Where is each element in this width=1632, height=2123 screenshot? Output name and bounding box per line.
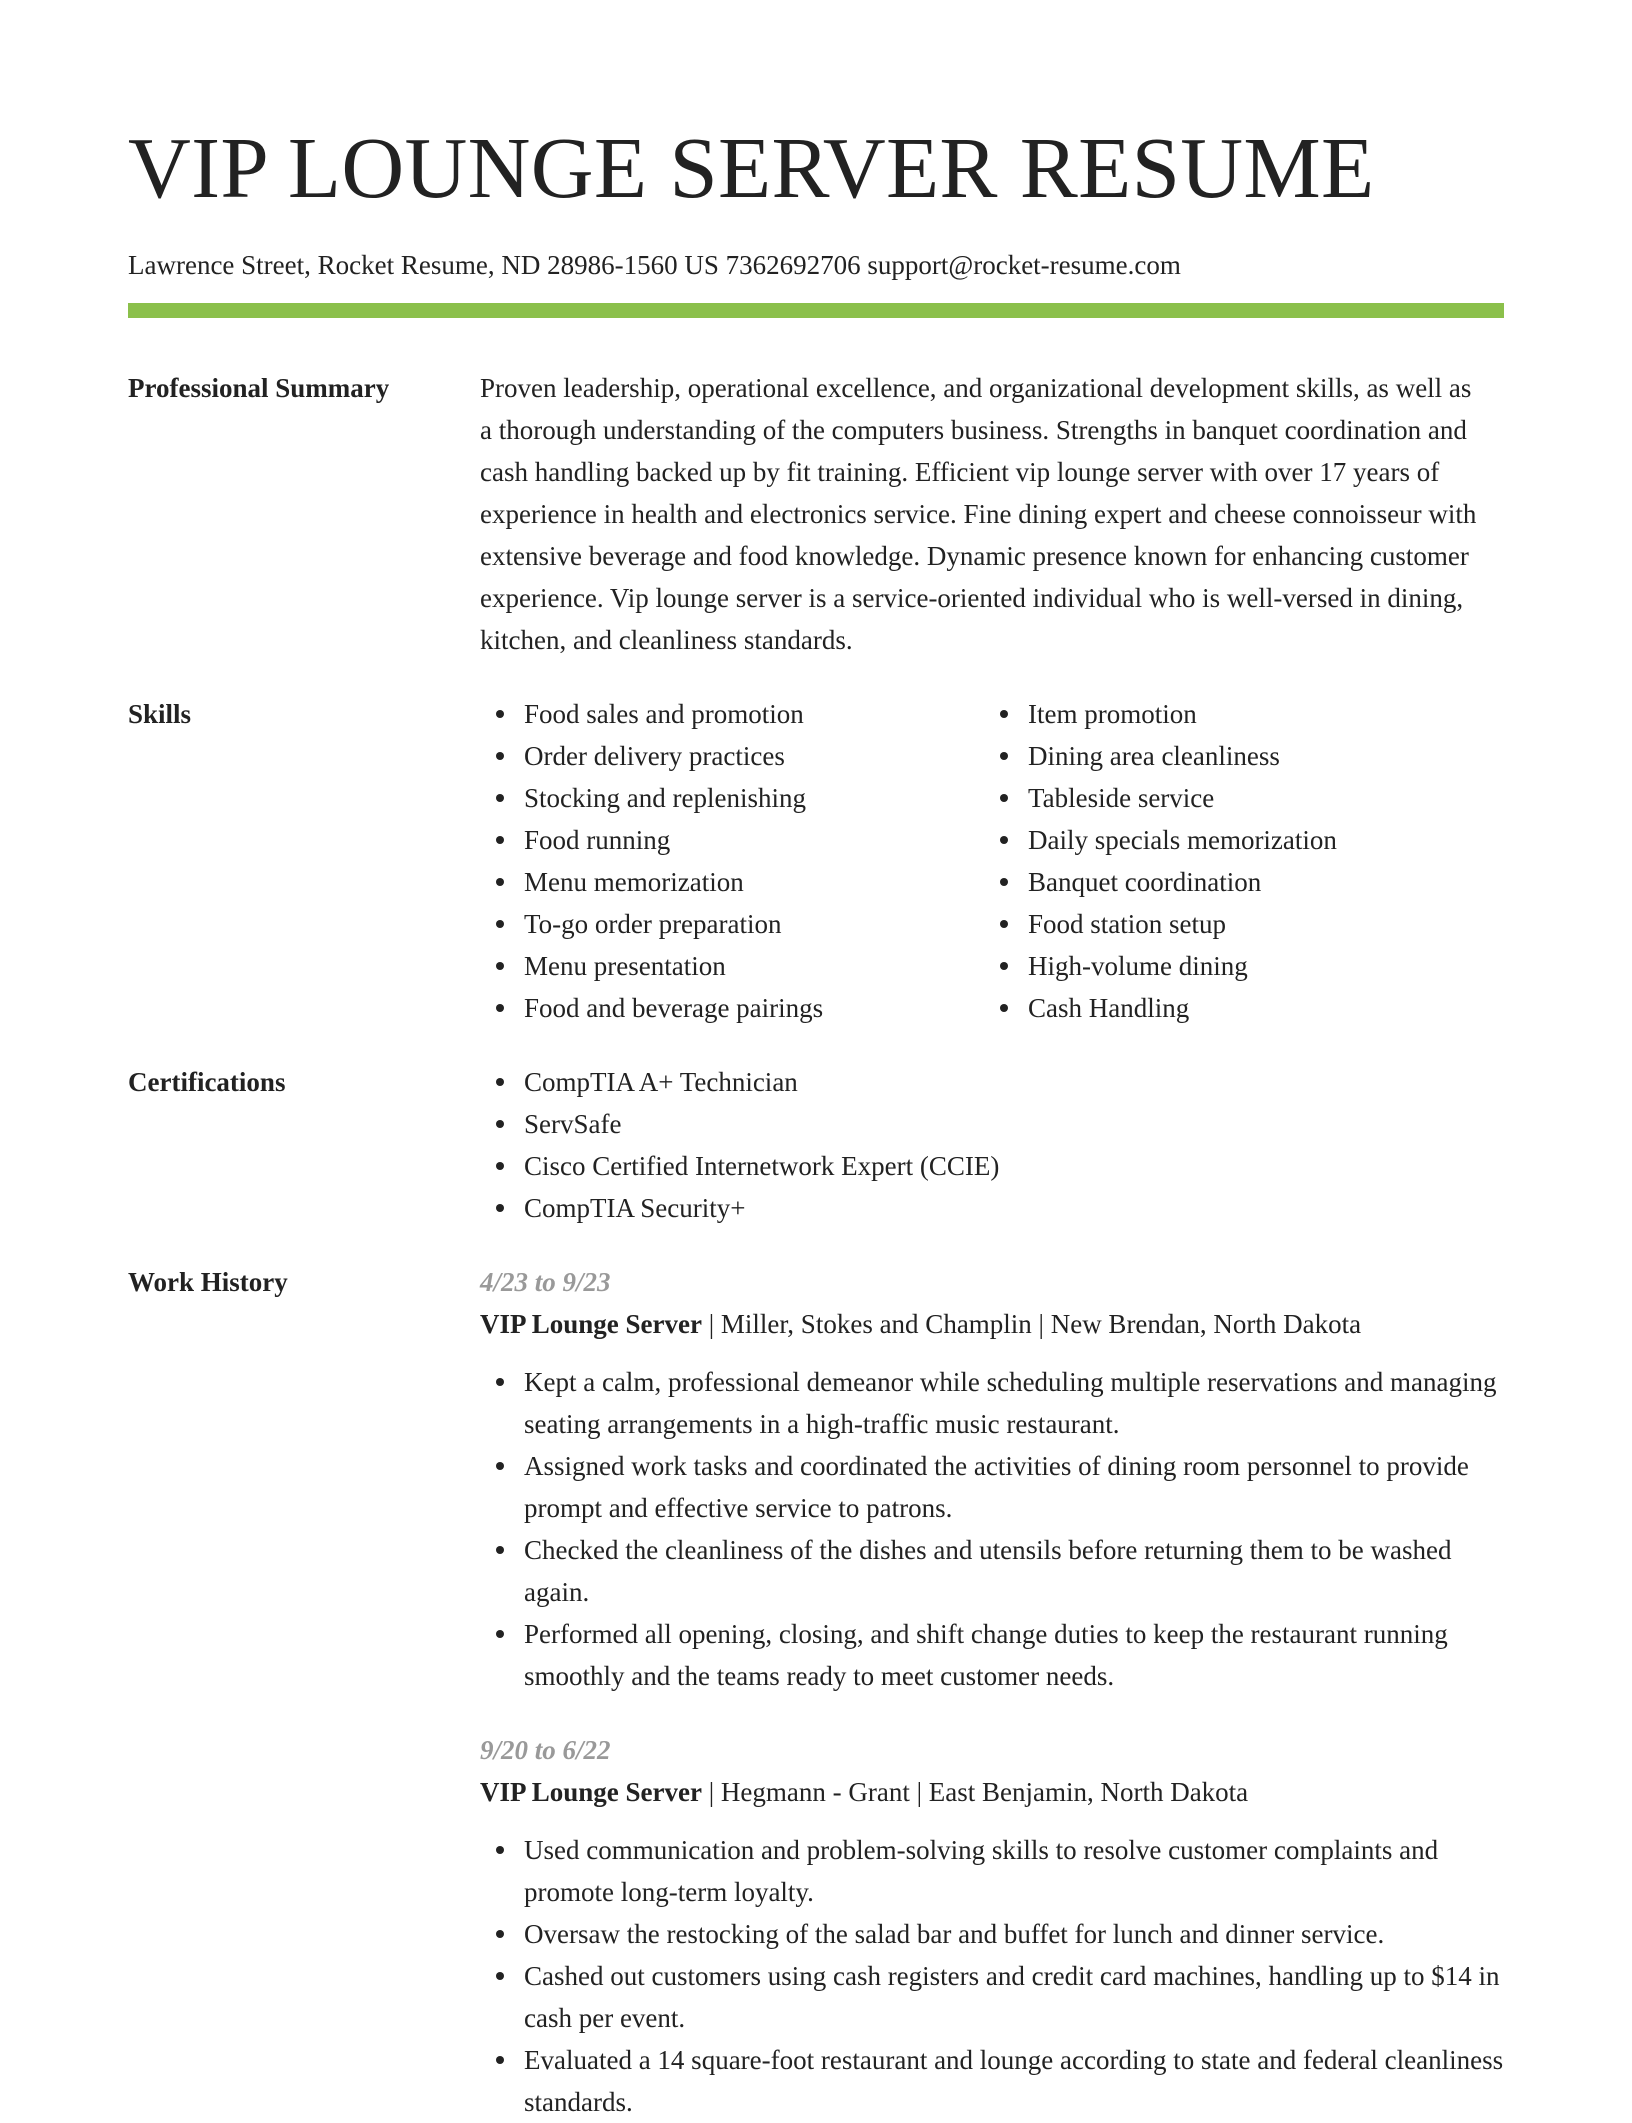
certifications-section [128, 1061, 1504, 1229]
certification-item: ServSafe [480, 1103, 1504, 1145]
professional-summary-section [128, 367, 1504, 661]
contact-line: Lawrence Street, Rocket Resume, ND 28986-1560 US 7362692706 support@rocket-resume.com [128, 250, 1181, 280]
skills-body [480, 693, 1504, 1029]
certifications-list [480, 1061, 1504, 1229]
job-duty: Oversaw the restocking of the salad bar and buffet for lunch and dinner service. [480, 1913, 1504, 1955]
job-dates: 4/23 to 9/23 [480, 1267, 611, 1297]
skill-item: Stocking and replenishing [480, 777, 984, 819]
skill-item: To-go order preparation [480, 903, 984, 945]
job-duties-list [480, 1361, 1504, 1697]
job-employer-location: | Miller, Stokes and Champlin | New Brendan, North Dakota [702, 1309, 1362, 1339]
skill-item: Food running [480, 819, 984, 861]
certification-item: CompTIA Security+ [480, 1187, 1504, 1229]
job-duty: Kept a calm, professional demeanor while scheduling multiple reservations and managing seating arrangements in a high-traffic music restaurant. [480, 1361, 1504, 1445]
resume-title: VIP LOUNGE SERVER RESUME [128, 119, 1375, 216]
job-dates: 9/20 to 6/22 [480, 1735, 611, 1765]
job-heading [480, 1303, 1504, 1345]
job-duty: Used communication and problem-solving skills to resolve customer complaints and promote long-term loyalty. [480, 1829, 1504, 1913]
skill-item: Daily specials memorization [984, 819, 1488, 861]
skill-item: Food station setup [984, 903, 1488, 945]
skill-item: Banquet coordination [984, 861, 1488, 903]
work-history-body [480, 1261, 1504, 2123]
skill-item: Cash Handling [984, 987, 1488, 1029]
skill-item: Tableside service [984, 777, 1488, 819]
header-divider [128, 303, 1504, 318]
skill-item: Food sales and promotion [480, 693, 984, 735]
skill-item: Menu presentation [480, 945, 984, 987]
certifications-body [480, 1061, 1504, 1229]
job-entry [480, 1261, 1504, 1697]
job-duty: Evaluated a 14 square-foot restaurant and lounge according to state and federal cleanliness standards. [480, 2039, 1504, 2123]
job-duty: Cashed out customers using cash registers and credit card machines, handling up to $14 in cash per event. [480, 1955, 1504, 2039]
skills-list-left [480, 693, 984, 1029]
skill-item: Dining area cleanliness [984, 735, 1488, 777]
section-label-summary: Professional Summary [128, 373, 390, 403]
skill-item: Menu memorization [480, 861, 984, 903]
job-heading [480, 1771, 1504, 1813]
job-entry [480, 1729, 1504, 2123]
skill-item: Food and beverage pairings [480, 987, 984, 1029]
skill-item: Item promotion [984, 693, 1488, 735]
certification-item: CompTIA A+ Technician [480, 1061, 1504, 1103]
section-label-certifications: Certifications [128, 1067, 286, 1097]
section-label-work-history: Work History [128, 1267, 288, 1297]
job-title: VIP Lounge Server [480, 1309, 702, 1339]
summary-text: Proven leadership, operational excellence, and organizational development skills, as well as a thorough understanding of the computers business. Strengths in banquet coordination and cash handling backed up by fit training. Efficient vip lounge server with over 17 years of experience in health and electronics service. Fine dining expert and cheese connoisseur with extensive beverage and food knowledge. Dynamic presence known for enhancing customer experience. Vip lounge server is a service-oriented individual who is well-versed in dining, kitchen, and cleanliness standards. [480, 373, 1477, 655]
section-label-skills: Skills [128, 699, 192, 729]
resume-page [128, 0, 1504, 2123]
job-duty: Performed all opening, closing, and shift change duties to keep the restaurant running smoothly and the teams ready to meet customer needs. [480, 1613, 1504, 1697]
certification-item: Cisco Certified Internetwork Expert (CCIE) [480, 1145, 1504, 1187]
job-duties-list [480, 1829, 1504, 2123]
skills-list-right [984, 693, 1488, 1029]
summary-body [480, 367, 1504, 661]
job-duty: Checked the cleanliness of the dishes and utensils before returning them to be washed again. [480, 1529, 1504, 1613]
job-duty: Assigned work tasks and coordinated the activities of dining room personnel to provide prompt and effective service to patrons. [480, 1445, 1504, 1529]
skill-item: Order delivery practices [480, 735, 984, 777]
skills-section [128, 693, 1504, 1029]
work-history-section [128, 1261, 1504, 2123]
job-title: VIP Lounge Server [480, 1777, 702, 1807]
job-employer-location: | Hegmann - Grant | East Benjamin, North Dakota [702, 1777, 1249, 1807]
skill-item: High-volume dining [984, 945, 1488, 987]
